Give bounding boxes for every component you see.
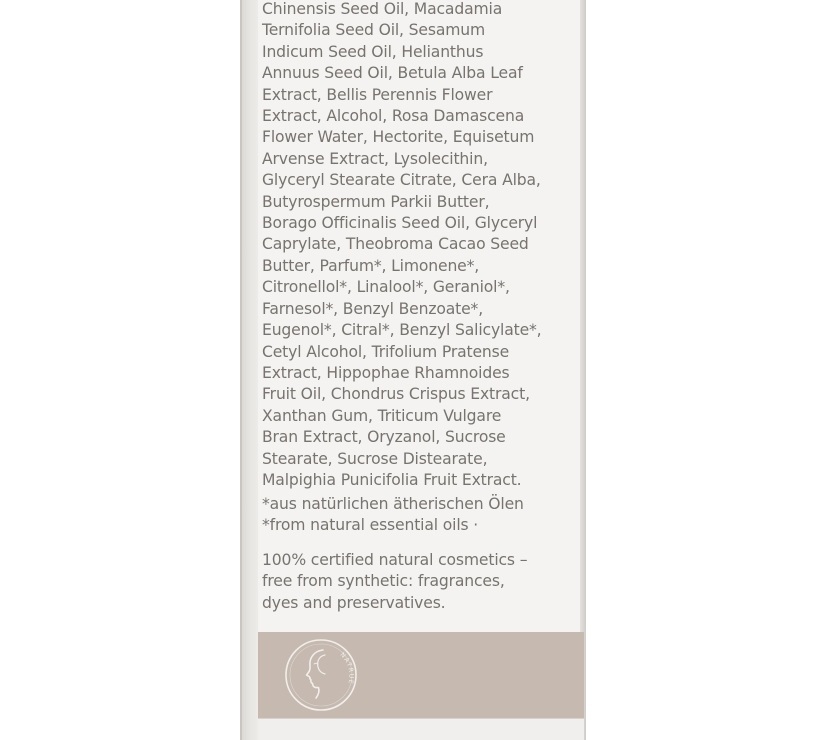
box-bottom-flap [258, 718, 584, 740]
natrue-seal-icon [283, 637, 359, 713]
box-bottom-crease [258, 718, 584, 719]
box-right-edge [580, 0, 586, 740]
seal-text: NATRUE [338, 651, 355, 686]
natural-cosmetics-claim: 100% certified natural cosmetics – free from synthetic: fragrances, dyes and preservatives. [262, 551, 528, 612]
box-side-panel [240, 0, 258, 740]
footnotes [262, 494, 578, 537]
box-side-edge [240, 0, 242, 740]
footnote-german: *aus natürlichen ätherischen Ölen [262, 495, 524, 513]
svg-text:NATRUE [339, 651, 355, 685]
ingredients-list: Chinensis Seed Oil, Macadamia Ternifolia Seed Oil, Sesamum Indicum Seed Oil, Helianthus Annuus Seed Oil, Betula Alba Leaf Extract, Bellis Perennis Flower Extract, Alcohol, Rosa Damascena Flower Water, Hectorite, Equisetum Arvense Extract, Lysolecithin, Glyceryl Stearate Citrate, Cera Alba, Butyrospermum Parkii Butter, Borago Officinalis Seed Oil, Glyceryl Caprylate, Theobroma Cacao Seed Butter, Parfum*, Limonene*, Citronellol*, Linalool*, Geraniol*, Farnesol*, Benzyl Benzoate*, Eugenol*, Citral*, Benzyl Salicylate*, Cetyl Alcohol, Trifolium Pratense Extract, Hippophae Rhamnoides Fruit Oil, Chondrus Crispus Extract, Xanthan Gum, Triticum Vulgare Bran Extract, Oryzanol, Sucrose Stearate, Sucrose Distearate, Malpighia Punicifolia Fruit Extract. [262, 0, 542, 489]
footnote-english: *from natural essential oils · [262, 516, 479, 535]
